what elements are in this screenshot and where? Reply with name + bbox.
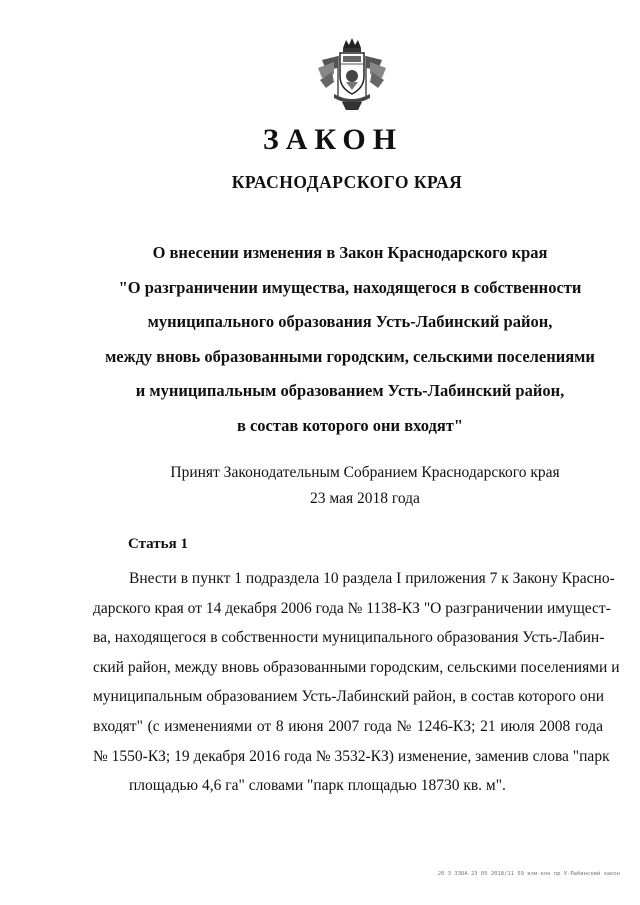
article-line: ский район, между вновь образованными городским, сельскими поселениями и bbox=[93, 658, 620, 676]
coat-of-arms-icon bbox=[312, 36, 392, 116]
article-line: дарского края от 14 декабря 2006 года № 1138-КЗ "О разграничении имущест- bbox=[93, 599, 611, 617]
heading-line: и муниципальным образованием Усть-Лабинский район, bbox=[135, 381, 565, 400]
document-title: ЗАКОН bbox=[262, 123, 404, 156]
heading-line: О внесении изменения в Закон Краснодарского края bbox=[152, 243, 548, 262]
footer-file-code: 20 3 ЗЗОА 23 05 2018/11 59 изм-кон пр У-Лабинский закон bbox=[437, 871, 620, 877]
adoption-body: Принят Законодательным Собранием Краснодарского края bbox=[170, 464, 560, 481]
heading-line: муниципального образования Усть-Лабинский район, bbox=[147, 312, 553, 331]
heading-line: между вновь образованными городским, сельскими поселениями bbox=[105, 346, 595, 366]
article-line: входят" (с изменениями от 8 июня 2007 года № 1246-КЗ; 21 июля 2008 года bbox=[93, 717, 603, 735]
article-body bbox=[93, 564, 620, 801]
article-line: площадью 4,6 га" словами "парк площадью 18730 кв. м". bbox=[129, 777, 506, 795]
adoption-date: 23 мая 2018 года bbox=[310, 490, 420, 507]
article-line: ва, находящегося в собственности муниципального образования Усть-Лабин- bbox=[93, 629, 605, 647]
article-line: муниципальным образованием Усть-Лабинский район, в состав которого они bbox=[93, 688, 605, 706]
heading-line: "О разграничении имущества, находящегося в собственности bbox=[118, 277, 582, 297]
document-subtitle: КРАСНОДАРСКОГО КРАЯ bbox=[231, 172, 463, 192]
article-title: Статья 1 bbox=[128, 536, 188, 552]
law-heading bbox=[70, 236, 630, 443]
article-line: № 1550-КЗ; 19 декабря 2016 года № 3532-КЗ) изменение, заменив слова "парк bbox=[93, 747, 610, 765]
heading-line: в состав которого они входят" bbox=[236, 415, 464, 435]
adoption-note bbox=[95, 460, 635, 512]
article-line: Внести в пункт 1 подраздела 10 раздела I приложения 7 к Закону Красно- bbox=[129, 570, 615, 587]
